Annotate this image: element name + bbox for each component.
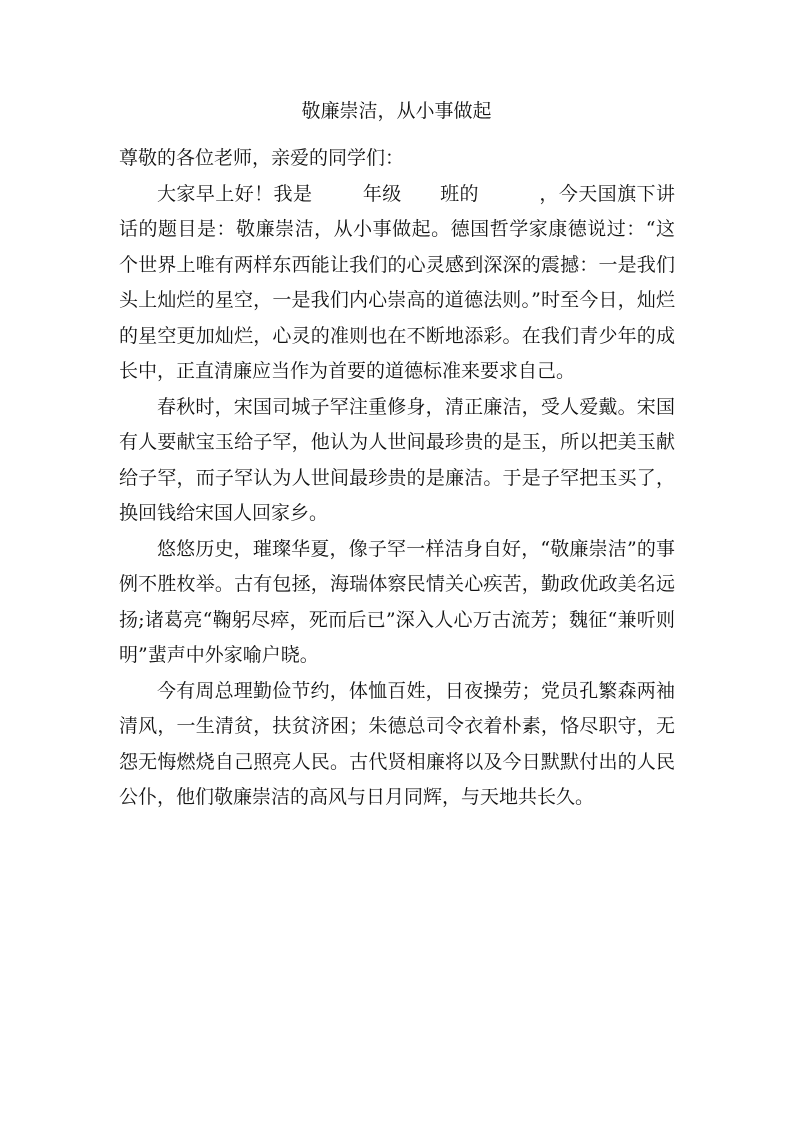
intro-text-1: 大家早上好！我是 [157, 182, 313, 205]
paragraph-history: 悠悠历史，璀璨华夏，像子罕一样洁身自好，“敬廉崇洁”的事例不胜枚举。古有包拯，海瑞体察民情关心疾苦，勤政优政美名远扬;诸葛亮“鞠躬尽瘁，死而后已”深入人心万古流芳；魏征“兼听则明”蜚声中外家喻户晓。 [119, 537, 675, 666]
intro-text-4: ，今天国旗下讲话的题目是：敬廉崇洁，从小事做起。德国哲学家康德说过：“这个世界上唯有两样东西能让我们的心灵感到深深的震撼：一是我们头上灿烂的星空，一是我们内心崇高的道德法则。”时至今日，灿烂的星空更加灿烂，心灵的准则也在不断地添彩。在我们青少年的成长中，正直清廉应当作为首要的道德标准来要求自己。 [119, 182, 675, 382]
document-body [119, 141, 675, 816]
intro-text-3: 班的 [439, 182, 479, 205]
paragraph-modern: 今有周总理勤俭节约，体恤百姓，日夜操劳；党员孔繁森两袖清风，一生清贫，扶贫济困；朱德总司令衣着朴素，恪尽职守，无怨无悔燃烧自己照亮人民。古代贤相廉将以及今日默默付出的人民公仆，他们敬廉崇洁的高风与日月同辉，与天地共长久。 [119, 679, 675, 808]
paragraph-zihan: 春秋时，宋国司城子罕注重修身，清正廉洁，受人爱戴。宋国有人要献宝玉给子罕，他认为人世间最珍贵的是玉，所以把美玉献给子罕，而子罕认为人世间最珍贵的是廉洁。于是子罕把玉买了，换回钱给宋国人回家乡。 [119, 395, 675, 524]
salutation: 尊敬的各位老师，亲爱的同学们： [119, 147, 405, 169]
document-title: 敬廉崇洁，从小事做起 [301, 100, 492, 122]
paragraph-intro [119, 177, 675, 390]
intro-text-2: 年级 [362, 182, 402, 205]
